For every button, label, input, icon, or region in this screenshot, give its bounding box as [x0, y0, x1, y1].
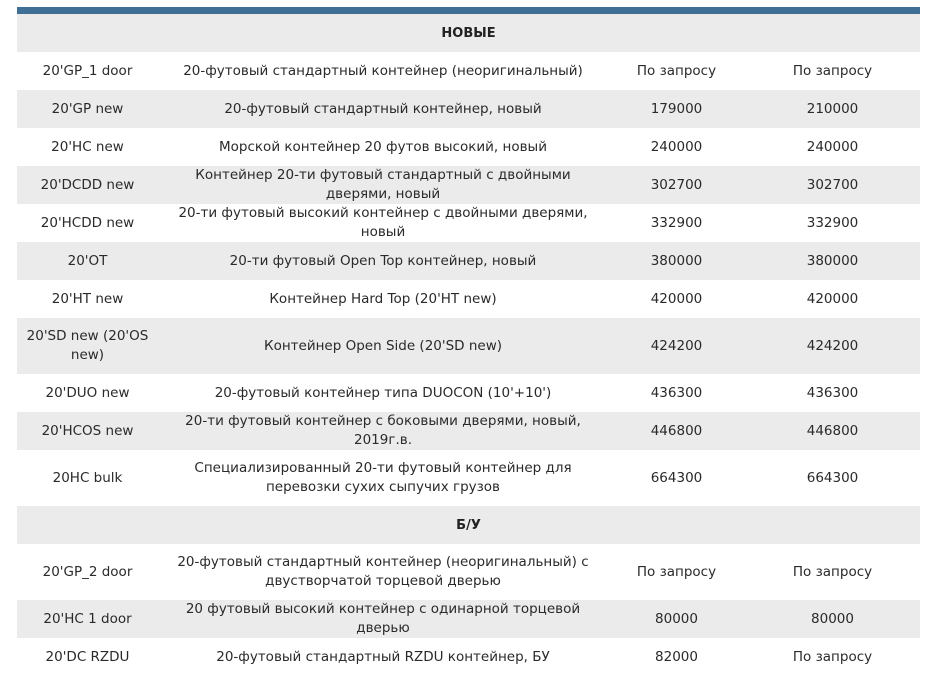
table-row: [17, 166, 920, 204]
section-title: НОВЫЕ: [441, 25, 496, 41]
price-2: По запросу: [792, 62, 873, 79]
container-description: 20-футовый стандартный контейнер (неоригинальный) с двустворчатой торцевой дверью: [177, 554, 589, 589]
price-1: По запросу: [636, 563, 717, 580]
container-description: 20-футовый стандартный контейнер (неоригинальный): [183, 62, 583, 79]
table-row: [17, 128, 920, 166]
price-1: 80000: [655, 610, 698, 627]
top-accent-line: [17, 7, 920, 14]
price-2: По запросу: [792, 648, 873, 665]
container-description: 20 футовый высокий контейнер с одинарной торцевой дверью: [185, 601, 581, 636]
table-row: [17, 412, 920, 450]
table-row: [17, 450, 920, 506]
container-code: 20'HC new: [51, 138, 124, 155]
table-row: [17, 638, 920, 676]
table-row: [17, 280, 920, 318]
price-2: 332900: [806, 214, 859, 231]
container-code: 20'GP_1 door: [42, 62, 133, 79]
section-header-new: [17, 14, 920, 52]
table-row: [17, 90, 920, 128]
container-code: 20'HCOS new: [41, 422, 134, 439]
price-2: 210000: [806, 100, 859, 117]
price-2: 240000: [806, 138, 859, 155]
container-code: 20'HCDD new: [40, 214, 135, 231]
top-bar: [17, 0, 920, 14]
price-1: 446800: [650, 422, 703, 439]
container-description: Контейнер Open Side (20'SD new): [263, 337, 503, 354]
price-2: 424200: [806, 337, 859, 354]
container-description: 20-футовый стандартный контейнер, новый: [224, 100, 542, 117]
price-1: По запросу: [636, 62, 717, 79]
price-1: 332900: [650, 214, 703, 231]
price-1: 424200: [650, 337, 703, 354]
container-description: 20-ти футовый высокий контейнер с двойными дверями, новый: [178, 205, 588, 240]
price-1: 302700: [650, 176, 703, 193]
price-2: По запросу: [792, 563, 873, 580]
price-2: 302700: [806, 176, 859, 193]
section-title: Б/У: [456, 517, 481, 533]
container-code: 20'OT: [67, 252, 108, 269]
container-code: 20'DC RZDU: [45, 648, 130, 665]
price-2: 80000: [811, 610, 854, 627]
table-row: [17, 204, 920, 242]
container-description: Специализированный 20-ти футовый контейнер для перевозки сухих сыпучих грузов: [194, 460, 572, 495]
container-code: 20'HT new: [51, 290, 124, 307]
container-code: 20'GP_2 door: [42, 563, 133, 580]
table-row: [17, 544, 920, 600]
price-2: 664300: [806, 469, 859, 486]
container-description: 20-футовый стандартный RZDU контейнер, БУ: [216, 648, 550, 665]
container-description: Контейнер 20-ти футовый стандартный с двойными дверями, новый: [195, 167, 571, 202]
container-code: 20'HC 1 door: [43, 610, 132, 627]
table-row: [17, 374, 920, 412]
container-code: 20'DUO new: [45, 384, 130, 401]
price-table-container: [17, 0, 920, 676]
price-1: 436300: [650, 384, 703, 401]
table-row: [17, 318, 920, 374]
price-2: 380000: [806, 252, 859, 269]
container-code: 20'GP new: [51, 100, 124, 117]
price-1: 240000: [650, 138, 703, 155]
price-1: 179000: [650, 100, 703, 117]
container-description: 20-ти футовый Open Top контейнер, новый: [229, 252, 537, 269]
table-row: [17, 242, 920, 280]
price-1: 380000: [650, 252, 703, 269]
table-row: [17, 600, 920, 638]
container-description: Контейнер Hard Top (20'HT new): [269, 290, 497, 307]
container-code: 20'SD new (20'OS new): [26, 328, 149, 363]
container-code: 20HC bulk: [52, 469, 123, 486]
container-description: 20-футовый контейнер типа DUOCON (10'+10'): [214, 384, 552, 401]
section-header-used: [17, 506, 920, 544]
price-2: 436300: [806, 384, 859, 401]
price-1: 664300: [650, 469, 703, 486]
price-table: [17, 14, 920, 676]
price-2: 446800: [806, 422, 859, 439]
table-row: [17, 52, 920, 90]
price-1: 82000: [655, 648, 698, 665]
container-code: 20'DCDD new: [40, 176, 135, 193]
container-description: Морской контейнер 20 футов высокий, новый: [219, 138, 547, 155]
price-2: 420000: [806, 290, 859, 307]
container-description: 20-ти футовый контейнер с боковыми дверями, новый, 2019г.в.: [185, 413, 581, 448]
price-1: 420000: [650, 290, 703, 307]
